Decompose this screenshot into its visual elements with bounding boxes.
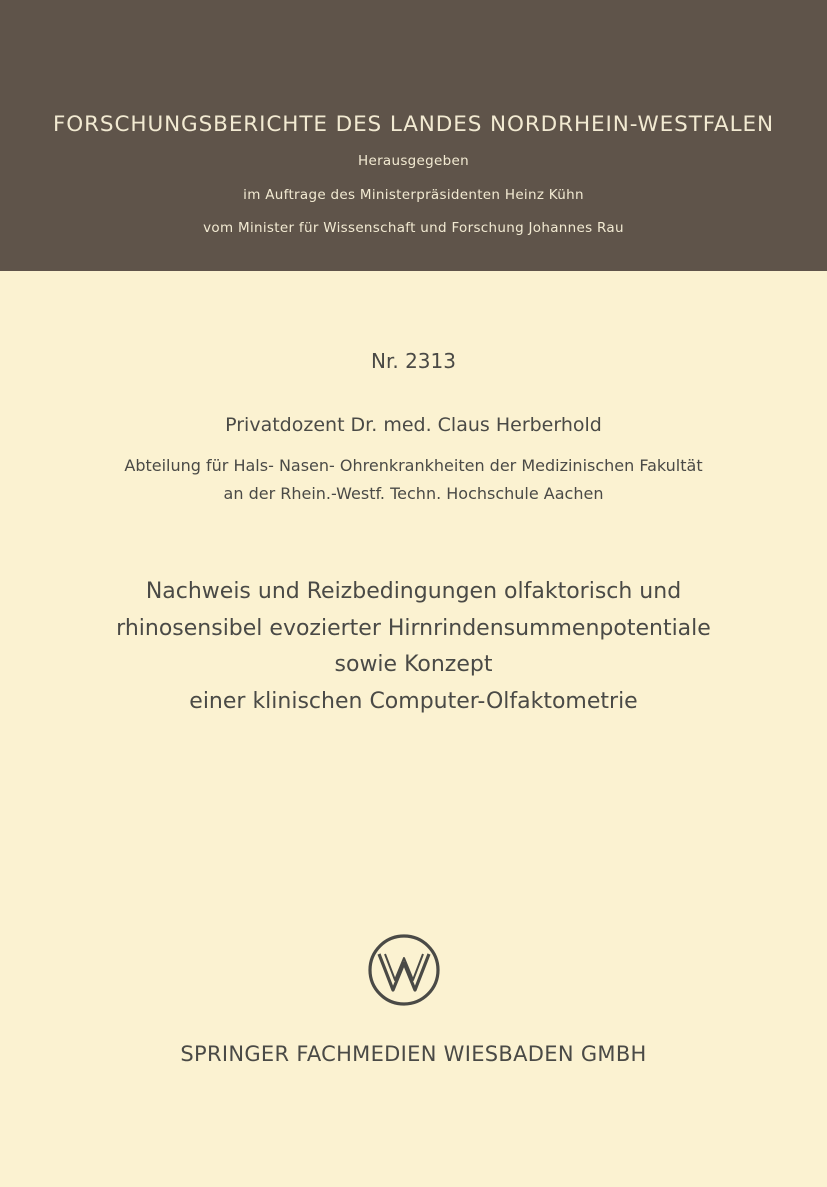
editor-commission-line: im Auftrage des Ministerpräsidenten Heinz Kühn xyxy=(243,187,584,203)
publisher-name: SPRINGER FACHMEDIEN WIESBADEN GMBH xyxy=(180,1042,647,1066)
author-name: Privatdozent Dr. med. Claus Herberhold xyxy=(225,414,602,436)
issue-number: Nr. 2313 xyxy=(371,349,456,373)
editor-label: Herausgegeben xyxy=(358,153,469,169)
author-affiliation-line2: an der Rhein.-Westf. Techn. Hochschule Aachen xyxy=(223,484,604,503)
author-affiliation-line1: Abteilung für Hals- Nasen- Ohrenkrankheiten der Medizinischen Fakultät xyxy=(124,456,703,475)
publisher-w-logo-icon xyxy=(366,932,442,1008)
editor-minister-line: vom Minister für Wissenschaft und Forschung Johannes Rau xyxy=(203,220,624,236)
title-line-1: Nachweis und Reizbedingungen olfaktorisch und xyxy=(145,579,682,604)
series-title: FORSCHUNGSBERICHTE DES LANDES NORDRHEIN-WESTFALEN xyxy=(52,112,774,137)
title-line-2: rhinosensibel evozierter Hirnrindensummenpotentiale xyxy=(116,616,711,641)
series-header-band xyxy=(0,0,827,271)
title-line-4: einer klinischen Computer-Olfaktometrie xyxy=(189,689,638,714)
logo-ring xyxy=(370,936,438,1004)
title-line-3: sowie Konzept xyxy=(334,652,493,677)
